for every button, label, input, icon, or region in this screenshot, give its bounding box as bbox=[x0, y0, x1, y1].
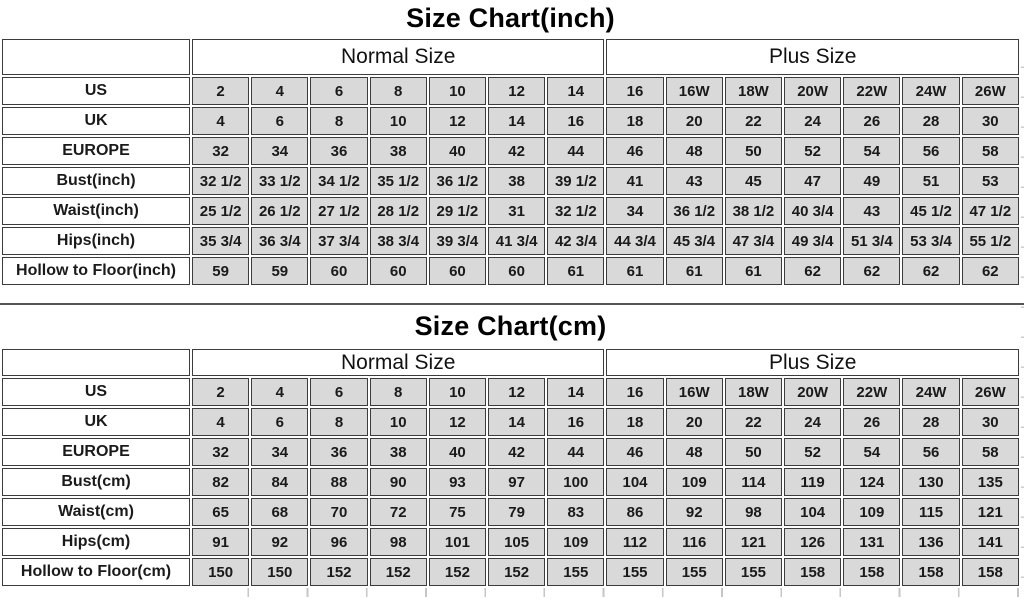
size-cell: 8 bbox=[370, 378, 427, 406]
size-cell: 4 bbox=[192, 408, 249, 436]
size-cell: 32 bbox=[192, 137, 249, 165]
corner-cell bbox=[2, 349, 190, 376]
size-cell: 18W bbox=[725, 77, 782, 105]
size-cell: 46 bbox=[606, 137, 663, 165]
size-cell: 36 bbox=[310, 438, 367, 466]
table-row bbox=[2, 77, 1019, 105]
size-cell: 31 bbox=[488, 197, 545, 225]
size-cell: 39 1/2 bbox=[547, 167, 604, 195]
size-cell: 35 1/2 bbox=[370, 167, 427, 195]
size-cell: 42 3/4 bbox=[547, 227, 604, 255]
size-cell: 65 bbox=[192, 498, 249, 526]
size-cell: 50 bbox=[725, 137, 782, 165]
size-cell: 84 bbox=[251, 468, 308, 496]
size-cell: 14 bbox=[488, 107, 545, 135]
row-label: EUROPE bbox=[2, 438, 190, 466]
size-cell: 105 bbox=[488, 528, 545, 556]
size-cell: 28 bbox=[902, 408, 959, 436]
size-cell: 59 bbox=[192, 257, 249, 285]
size-cell: 121 bbox=[725, 528, 782, 556]
size-chart-inch-table bbox=[0, 37, 1021, 287]
size-cell: 12 bbox=[429, 408, 486, 436]
row-label: Waist(cm) bbox=[2, 498, 190, 526]
size-cell: 141 bbox=[962, 528, 1019, 556]
size-cell: 82 bbox=[192, 468, 249, 496]
size-cell: 92 bbox=[251, 528, 308, 556]
size-cell: 75 bbox=[429, 498, 486, 526]
size-cell: 16 bbox=[547, 107, 604, 135]
size-cell: 92 bbox=[666, 498, 723, 526]
row-label: Hollow to Floor(cm) bbox=[2, 558, 190, 586]
size-cell: 32 1/2 bbox=[192, 167, 249, 195]
size-cell: 25 1/2 bbox=[192, 197, 249, 225]
size-cell: 79 bbox=[488, 498, 545, 526]
size-cell: 52 bbox=[784, 137, 841, 165]
group-header-row bbox=[2, 349, 1019, 376]
size-cell: 49 3/4 bbox=[784, 227, 841, 255]
table-row bbox=[2, 528, 1019, 556]
size-cell: 43 bbox=[843, 197, 900, 225]
size-cell: 2 bbox=[192, 77, 249, 105]
size-cell: 18W bbox=[725, 378, 782, 406]
size-cell: 10 bbox=[429, 378, 486, 406]
size-cell: 90 bbox=[370, 468, 427, 496]
size-cell: 26W bbox=[962, 77, 1019, 105]
size-cell: 16 bbox=[606, 77, 663, 105]
size-cell: 70 bbox=[310, 498, 367, 526]
size-cell: 8 bbox=[310, 107, 367, 135]
size-cell: 155 bbox=[547, 558, 604, 586]
size-cell: 158 bbox=[843, 558, 900, 586]
size-cell: 24 bbox=[784, 107, 841, 135]
size-cell: 68 bbox=[251, 498, 308, 526]
size-cell: 101 bbox=[429, 528, 486, 556]
size-cell: 62 bbox=[902, 257, 959, 285]
size-cell: 155 bbox=[725, 558, 782, 586]
corner-cell bbox=[2, 39, 190, 75]
size-cell: 96 bbox=[310, 528, 367, 556]
size-cell: 4 bbox=[251, 378, 308, 406]
size-cell: 51 bbox=[902, 167, 959, 195]
size-cell: 30 bbox=[962, 408, 1019, 436]
size-cell: 24W bbox=[902, 378, 959, 406]
section-gap bbox=[0, 287, 1024, 303]
table-row bbox=[2, 257, 1019, 285]
row-label: Hips(cm) bbox=[2, 528, 190, 556]
size-cell: 38 1/2 bbox=[725, 197, 782, 225]
size-cell: 100 bbox=[547, 468, 604, 496]
size-cell: 45 1/2 bbox=[902, 197, 959, 225]
row-label: Waist(inch) bbox=[2, 197, 190, 225]
size-cell: 150 bbox=[251, 558, 308, 586]
size-cell: 24 bbox=[784, 408, 841, 436]
size-cell: 20W bbox=[784, 77, 841, 105]
size-cell: 34 bbox=[606, 197, 663, 225]
size-cell: 41 3/4 bbox=[488, 227, 545, 255]
size-cell: 2 bbox=[192, 378, 249, 406]
size-cell: 36 1/2 bbox=[666, 197, 723, 225]
size-cell: 53 3/4 bbox=[902, 227, 959, 255]
size-chart-inch-title: Size Chart(inch) bbox=[406, 3, 615, 33]
size-cell: 114 bbox=[725, 468, 782, 496]
size-cell: 22 bbox=[725, 107, 782, 135]
size-cell: 18 bbox=[606, 107, 663, 135]
table-row bbox=[2, 498, 1019, 526]
size-cell: 58 bbox=[962, 438, 1019, 466]
size-cell: 40 bbox=[429, 438, 486, 466]
size-cell: 62 bbox=[962, 257, 1019, 285]
table-row bbox=[2, 197, 1019, 225]
size-cell: 12 bbox=[429, 107, 486, 135]
size-cell: 10 bbox=[370, 408, 427, 436]
size-cell: 61 bbox=[606, 257, 663, 285]
size-cell: 42 bbox=[488, 438, 545, 466]
size-cell: 48 bbox=[666, 137, 723, 165]
size-cell: 38 bbox=[488, 167, 545, 195]
size-cell: 49 bbox=[843, 167, 900, 195]
group-header-row bbox=[2, 39, 1019, 75]
size-cell: 104 bbox=[784, 498, 841, 526]
size-cell: 22 bbox=[725, 408, 782, 436]
size-cell: 35 3/4 bbox=[192, 227, 249, 255]
size-cell: 34 bbox=[251, 438, 308, 466]
size-cell: 104 bbox=[606, 468, 663, 496]
size-cell: 26W bbox=[962, 378, 1019, 406]
size-cell: 88 bbox=[310, 468, 367, 496]
size-cell: 152 bbox=[429, 558, 486, 586]
size-cell: 152 bbox=[488, 558, 545, 586]
size-cell: 40 3/4 bbox=[784, 197, 841, 225]
size-cell: 44 3/4 bbox=[606, 227, 663, 255]
size-cell: 112 bbox=[606, 528, 663, 556]
size-cell: 59 bbox=[251, 257, 308, 285]
size-cell: 36 3/4 bbox=[251, 227, 308, 255]
row-label: Bust(inch) bbox=[2, 167, 190, 195]
size-cell: 131 bbox=[843, 528, 900, 556]
size-cell: 47 bbox=[784, 167, 841, 195]
size-cell: 26 bbox=[843, 107, 900, 135]
size-cell: 32 1/2 bbox=[547, 197, 604, 225]
excel-gridline-stubs-bottom bbox=[190, 588, 1021, 597]
size-chart-cm-title: Size Chart(cm) bbox=[414, 310, 607, 341]
size-cell: 10 bbox=[370, 107, 427, 135]
size-chart-cm-table-section bbox=[0, 347, 1024, 588]
size-chart-inch-table-section bbox=[0, 37, 1024, 287]
group-header-plus-size: Plus Size bbox=[606, 349, 1019, 376]
size-cell: 22W bbox=[843, 77, 900, 105]
size-cell: 56 bbox=[902, 438, 959, 466]
size-cell: 29 1/2 bbox=[429, 197, 486, 225]
size-cell: 38 bbox=[370, 137, 427, 165]
size-cell: 54 bbox=[843, 438, 900, 466]
size-cell: 158 bbox=[784, 558, 841, 586]
size-cell: 60 bbox=[429, 257, 486, 285]
size-cell: 12 bbox=[488, 378, 545, 406]
size-cell: 14 bbox=[547, 77, 604, 105]
size-cell: 26 bbox=[843, 408, 900, 436]
size-cell: 86 bbox=[606, 498, 663, 526]
row-label: US bbox=[2, 77, 190, 105]
size-cell: 40 bbox=[429, 137, 486, 165]
row-label: Bust(cm) bbox=[2, 468, 190, 496]
table-row bbox=[2, 167, 1019, 195]
size-cell: 50 bbox=[725, 438, 782, 466]
row-label: US bbox=[2, 378, 190, 406]
table-row bbox=[2, 137, 1019, 165]
size-cell: 119 bbox=[784, 468, 841, 496]
size-cell: 22W bbox=[843, 378, 900, 406]
size-cell: 34 1/2 bbox=[310, 167, 367, 195]
size-cell: 60 bbox=[488, 257, 545, 285]
size-cell: 51 3/4 bbox=[843, 227, 900, 255]
size-chart-cm-table bbox=[0, 347, 1021, 588]
size-cell: 60 bbox=[370, 257, 427, 285]
size-cell: 48 bbox=[666, 438, 723, 466]
size-cell: 46 bbox=[606, 438, 663, 466]
size-cell: 152 bbox=[310, 558, 367, 586]
size-cell: 83 bbox=[547, 498, 604, 526]
size-cell: 39 3/4 bbox=[429, 227, 486, 255]
size-cell: 126 bbox=[784, 528, 841, 556]
size-cell: 27 1/2 bbox=[310, 197, 367, 225]
size-cell: 62 bbox=[843, 257, 900, 285]
size-cell: 60 bbox=[310, 257, 367, 285]
size-cell: 155 bbox=[606, 558, 663, 586]
size-cell: 61 bbox=[725, 257, 782, 285]
size-cell: 14 bbox=[488, 408, 545, 436]
size-cell: 130 bbox=[902, 468, 959, 496]
size-cell: 38 3/4 bbox=[370, 227, 427, 255]
size-cell: 61 bbox=[547, 257, 604, 285]
size-cell: 26 1/2 bbox=[251, 197, 308, 225]
size-cell: 72 bbox=[370, 498, 427, 526]
size-cell: 20 bbox=[666, 107, 723, 135]
size-cell: 98 bbox=[370, 528, 427, 556]
size-cell: 45 3/4 bbox=[666, 227, 723, 255]
size-cell: 42 bbox=[488, 137, 545, 165]
size-cell: 14 bbox=[547, 378, 604, 406]
size-cell: 41 bbox=[606, 167, 663, 195]
group-header-normal-size: Normal Size bbox=[192, 39, 604, 75]
group-header-normal-size: Normal Size bbox=[192, 349, 604, 376]
size-cell: 44 bbox=[547, 137, 604, 165]
size-cell: 12 bbox=[488, 77, 545, 105]
row-label: UK bbox=[2, 408, 190, 436]
size-cell: 109 bbox=[666, 468, 723, 496]
table-row bbox=[2, 107, 1019, 135]
size-cell: 28 bbox=[902, 107, 959, 135]
size-cell: 98 bbox=[725, 498, 782, 526]
row-label: UK bbox=[2, 107, 190, 135]
size-cell: 36 1/2 bbox=[429, 167, 486, 195]
size-cell: 58 bbox=[962, 137, 1019, 165]
size-cell: 8 bbox=[310, 408, 367, 436]
size-cell: 24W bbox=[902, 77, 959, 105]
size-cell: 62 bbox=[784, 257, 841, 285]
size-cell: 47 3/4 bbox=[725, 227, 782, 255]
table-row bbox=[2, 468, 1019, 496]
size-cell: 115 bbox=[902, 498, 959, 526]
size-cell: 109 bbox=[843, 498, 900, 526]
size-cell: 33 1/2 bbox=[251, 167, 308, 195]
size-cell: 93 bbox=[429, 468, 486, 496]
size-cell: 61 bbox=[666, 257, 723, 285]
size-cell: 54 bbox=[843, 137, 900, 165]
size-cell: 16W bbox=[666, 378, 723, 406]
size-cell: 16 bbox=[547, 408, 604, 436]
size-cell: 6 bbox=[251, 408, 308, 436]
size-cell: 18 bbox=[606, 408, 663, 436]
size-cell: 109 bbox=[547, 528, 604, 556]
size-cell: 6 bbox=[251, 107, 308, 135]
size-cell: 37 3/4 bbox=[310, 227, 367, 255]
table-row bbox=[2, 438, 1019, 466]
size-cell: 155 bbox=[666, 558, 723, 586]
size-cell: 43 bbox=[666, 167, 723, 195]
size-cell: 4 bbox=[251, 77, 308, 105]
size-cell: 44 bbox=[547, 438, 604, 466]
size-cell: 47 1/2 bbox=[962, 197, 1019, 225]
size-cell: 45 bbox=[725, 167, 782, 195]
row-label: EUROPE bbox=[2, 137, 190, 165]
size-cell: 124 bbox=[843, 468, 900, 496]
table-row bbox=[2, 227, 1019, 255]
size-cell: 34 bbox=[251, 137, 308, 165]
table-row bbox=[2, 378, 1019, 406]
size-cell: 16W bbox=[666, 77, 723, 105]
table-row bbox=[2, 408, 1019, 436]
size-cell: 28 1/2 bbox=[370, 197, 427, 225]
size-cell: 97 bbox=[488, 468, 545, 496]
row-label: Hips(inch) bbox=[2, 227, 190, 255]
size-cell: 152 bbox=[370, 558, 427, 586]
size-cell: 150 bbox=[192, 558, 249, 586]
size-cell: 10 bbox=[429, 77, 486, 105]
size-cell: 30 bbox=[962, 107, 1019, 135]
size-cell: 32 bbox=[192, 438, 249, 466]
size-cell: 53 bbox=[962, 167, 1019, 195]
size-cell: 121 bbox=[962, 498, 1019, 526]
size-cell: 36 bbox=[310, 137, 367, 165]
size-cell: 56 bbox=[902, 137, 959, 165]
size-cell: 52 bbox=[784, 438, 841, 466]
size-cell: 4 bbox=[192, 107, 249, 135]
row-label: Hollow to Floor(inch) bbox=[2, 257, 190, 285]
size-cell: 6 bbox=[310, 77, 367, 105]
size-cell: 38 bbox=[370, 438, 427, 466]
size-cell: 136 bbox=[902, 528, 959, 556]
size-cell: 55 1/2 bbox=[962, 227, 1019, 255]
size-cell: 91 bbox=[192, 528, 249, 556]
size-cell: 20 bbox=[666, 408, 723, 436]
size-cell: 135 bbox=[962, 468, 1019, 496]
size-cell: 16 bbox=[606, 378, 663, 406]
size-cell: 20W bbox=[784, 378, 841, 406]
size-cell: 158 bbox=[962, 558, 1019, 586]
size-cell: 8 bbox=[370, 77, 427, 105]
group-header-plus-size: Plus Size bbox=[606, 39, 1019, 75]
table-row bbox=[2, 558, 1019, 586]
size-cell: 6 bbox=[310, 378, 367, 406]
size-cell: 116 bbox=[666, 528, 723, 556]
size-cell: 158 bbox=[902, 558, 959, 586]
